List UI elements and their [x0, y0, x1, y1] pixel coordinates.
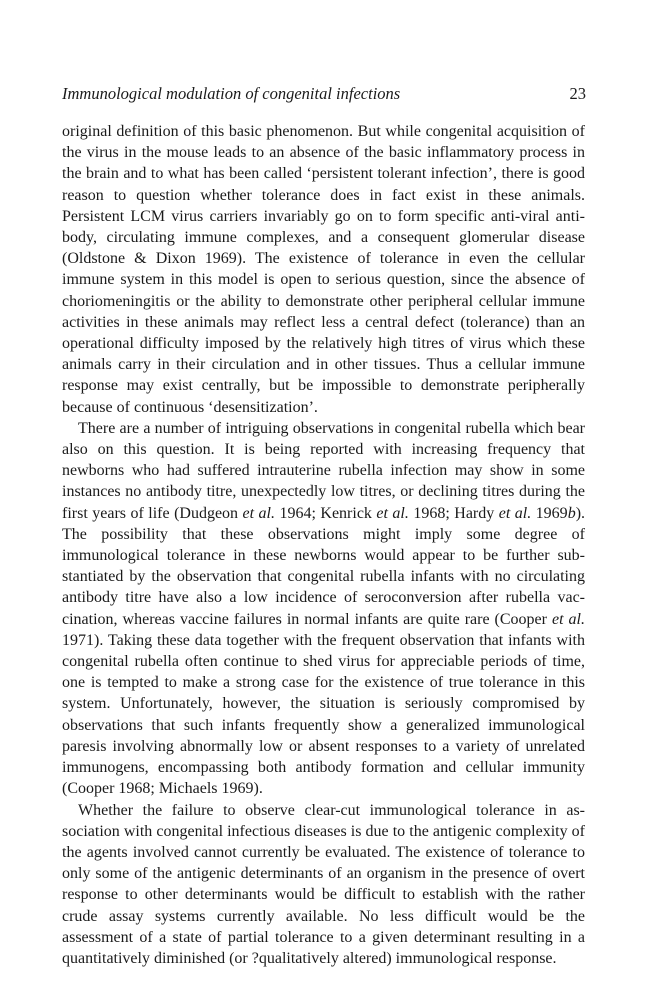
- paragraph-3: [62, 800, 585, 970]
- italic-run: b: [567, 504, 576, 522]
- italic-run: et al.: [552, 610, 585, 628]
- text-run: original definition of this basic phenomenon. But while congenital acquisition of the virus in the mouse leads to an absence of the basic inflammatory process in the brain and to what has been called ‘persistent tolerant infection’, there is good reason to question whether tolerance does in fact exist in these animals. Persistent LCM virus carriers invariably go on to form specific anti-viral antibody, circulating immune complexes, and a consequent glomerular disease (Oldstone & Dixon 1969). The existence of tolerance in even the cellular immune system in this model is open to serious question, since the absence of choriomeningitis or the ability to demonstrate other peripheral cellular immune activities in these animals may reflect less a central defect (tolerance) than an operational difficulty imposed by the relatively high titres of virus which these animals carry in their circulation and in other tissues. Thus a cellular immune response may exist centrally, but be impossible to demonstrate peripherally because of continuous ‘desensitization’.: [62, 123, 585, 416]
- text-run: 1971). Taking these data together with the frequent observation that infants with congenital rubella often continue to shed virus for appreciable periods of time, one is tempted to make a strong case for the existence of true tolerance in this system. Unfortunately, however, the situation is seriously compromised by observations that such infants frequently show a generalized immunological paresis involving abnormally low or absent responses to a variety of unrelated immunogens, encompassing both antibody formation and cellular immunity (Cooper 1968; Michaels 1969).: [62, 631, 585, 798]
- page-number: 23: [569, 84, 586, 103]
- italic-run: et al.: [242, 504, 275, 522]
- text-run: Whether the failure to observe clear-cut immunological tolerance in association with congenital infectious diseases is due to the antigenic complexity of the agents involved cannot currently be evaluated. The existence of tolerance to only some of the antigenic determinants of an organism in the presence of overt response to other determinants would be difficult to establish with the rather crude assay systems currently available. No less difficult would be the assessment of a state of partial tolerance to a given determinant resulting in a quantitatively diminished (or ?qualitatively altered) immunological response.: [62, 801, 585, 967]
- text-run: 1964; Kenrick: [275, 504, 377, 522]
- italic-run: et al.: [376, 504, 409, 522]
- running-head: [62, 84, 586, 104]
- paragraph-1: [62, 121, 585, 418]
- running-title: Immunological modulation of congenital infections: [62, 84, 401, 103]
- body-text: [62, 121, 585, 969]
- text-run: 1969: [531, 504, 568, 522]
- text-run: ). The possibility that these observations might imply some degree of immunological tolerance in these newborns would appear to be further substantiated by the observation that congenital rubella infants with no circulating antibody titre have also a low incidence of seroconversion after rubella vaccination, whereas vaccine failures in normal infants are quite rare (Cooper: [62, 504, 586, 628]
- text-run: There are a number of intriguing observations in congenital rubella which bear also on this question. It is being reported with increasing frequency that newborns who had suffered intrauterine rubella infection may show in some instances no antibody titre, unexpectedly low titres, or declining titres during the first years of life (Dudgeon: [62, 419, 585, 522]
- italic-run: et al.: [498, 504, 532, 522]
- text-run: 1968; Hardy: [408, 504, 499, 522]
- paragraph-2: [62, 418, 585, 800]
